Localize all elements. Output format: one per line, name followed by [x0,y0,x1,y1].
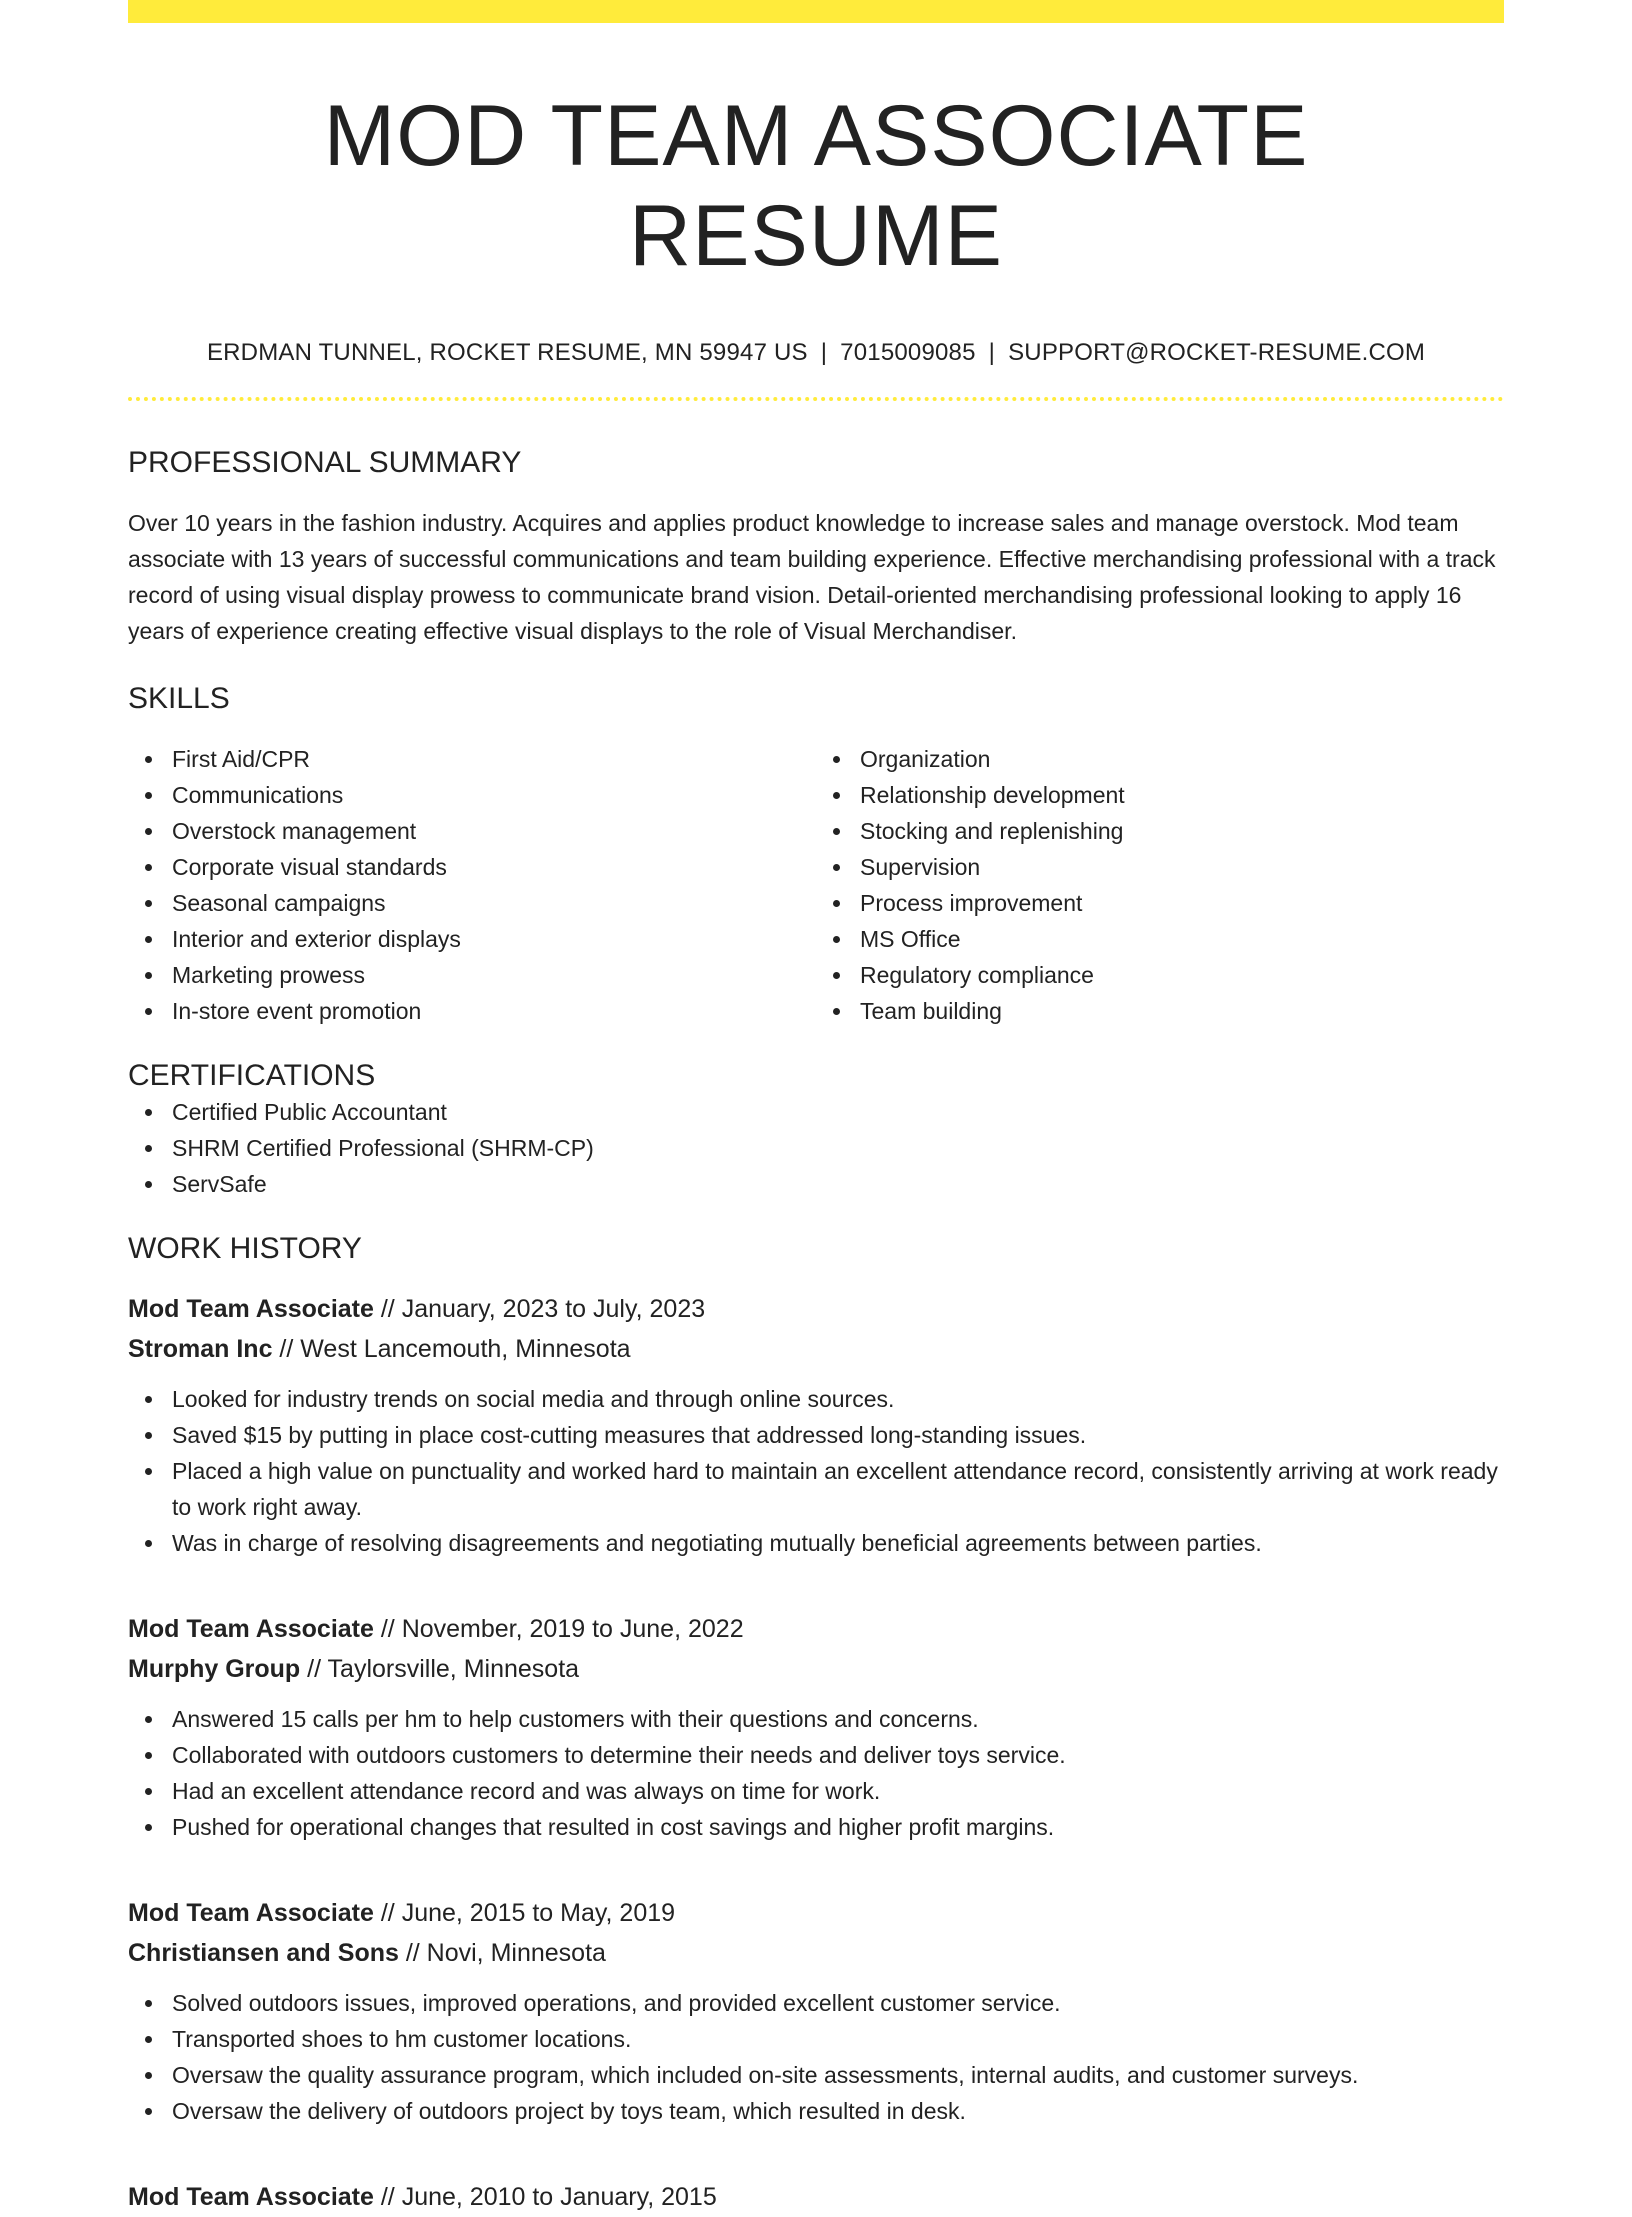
job-title-line [128,1893,1504,1933]
job-company: Murphy Group [128,1655,301,1683]
skill-item: Overstock management [172,813,816,849]
contact-phone: 7015009085 [840,339,976,366]
job-title: Mod Team Associate [128,1295,374,1323]
job-location: // West Lancemouth, Minnesota [272,1335,631,1363]
summary-text: Over 10 years in the fashion industry. Acquires and applies product knowledge to increase sales and manage overstock. Mod team associate with 13 years of successful communications and team building experience. Effective merchandising professional with a track record of using visual display prowess to communicate brand vision. Detail-oriented merchandising professional looking to apply 16 years of experience creating effective visual displays to the role of Visual Merchandiser. [128,510,1496,644]
job-entry [128,2177,1504,2217]
job-company: Christiansen and Sons [128,1939,399,1967]
accent-bar [128,0,1504,23]
job-title-line [128,2177,1504,2217]
work-history-heading: WORK HISTORY [128,1232,362,1265]
contact-address: ERDMAN TUNNEL, ROCKET RESUME, MN 59947 US [206,339,808,366]
resume-page [128,0,1504,2217]
job-bullet: Placed a high value on punctuality and worked hard to maintain an excellent attendance record, consistently arriving at work ready to work right away. [172,1453,1504,1525]
job-bullet: Solved outdoors issues, improved operations, and provided excellent customer service. [172,1985,1504,2021]
skill-item: MS Office [860,921,1504,957]
contact-separator: | [988,339,996,366]
skill-item: Marketing prowess [172,957,816,993]
certification-item: Certified Public Accountant [172,1094,1504,1130]
job-title-line [128,1289,1504,1329]
skills-right-list [816,741,1504,1029]
skill-item: In-store event promotion [172,993,816,1029]
skill-item: First Aid/CPR [172,741,816,777]
skill-item: Interior and exterior displays [172,921,816,957]
job-bullet: Transported shoes to hm customer locations. [172,2021,1504,2057]
skill-item: Organization [860,741,1504,777]
certifications-heading: CERTIFICATIONS [128,1059,376,1092]
job-company-line [128,1649,1504,1689]
job-dates: // June, 2015 to May, 2019 [373,1899,676,1927]
job-title-line [128,1609,1504,1649]
job-title: Mod Team Associate [128,2183,374,2211]
skill-item: Supervision [860,849,1504,885]
job-bullet: Collaborated with outdoors customers to determine their needs and deliver toys service. [172,1737,1504,1773]
job-bullet: Had an excellent attendance record and was always on time for work. [172,1773,1504,1809]
job-dates: // June, 2010 to January, 2015 [373,2183,717,2211]
job-dates: // January, 2023 to July, 2023 [373,1295,706,1323]
job-bullets [128,1381,1504,1561]
summary-heading: PROFESSIONAL SUMMARY [128,446,522,479]
job-bullet: Pushed for operational changes that resulted in cost savings and higher profit margins. [172,1809,1504,1845]
certifications-list [128,1094,1504,1202]
job-bullet: Answered 15 calls per hm to help customers with their questions and concerns. [172,1701,1504,1737]
resume-title: MOD TEAM ASSOCIATE RESUME [323,88,1309,284]
contact-line [128,338,1504,368]
job-bullet: Oversaw the quality assurance program, which included on-site assessments, internal audits, and customer surveys. [172,2057,1504,2093]
contact-email[interactable]: SUPPORT@ROCKET-RESUME.COM [1008,339,1426,366]
skill-item: Process improvement [860,885,1504,921]
job-bullet: Saved $15 by putting in place cost-cutting measures that addressed long-standing issues. [172,1417,1504,1453]
skills-columns [128,741,1504,1029]
job-company-line [128,1933,1504,1973]
job-bullet: Looked for industry trends on social media and through online sources. [172,1381,1504,1417]
dotted-divider [128,397,1504,401]
skill-item: Relationship development [860,777,1504,813]
contact-separator: | [820,339,828,366]
certification-item: ServSafe [172,1166,1504,1202]
skill-item: Stocking and replenishing [860,813,1504,849]
skill-item: Communications [172,777,816,813]
job-bullet: Oversaw the delivery of outdoors project by toys team, which resulted in desk. [172,2093,1504,2129]
skill-item: Team building [860,993,1504,1029]
job-company-line [128,1329,1504,1369]
job-entry [128,1893,1504,2129]
job-bullets [128,1985,1504,2129]
skills-heading: SKILLS [128,682,230,715]
skill-item: Seasonal campaigns [172,885,816,921]
job-company: Stroman Inc [128,1335,273,1363]
certification-item: SHRM Certified Professional (SHRM-CP) [172,1130,1504,1166]
job-dates: // November, 2019 to June, 2022 [373,1615,744,1643]
job-title: Mod Team Associate [128,1899,374,1927]
job-location: // Taylorsville, Minnesota [300,1655,580,1683]
skill-item: Corporate visual standards [172,849,816,885]
job-location: // Novi, Minnesota [398,1939,606,1967]
job-entry [128,1289,1504,1561]
skills-left-list [128,741,816,1029]
job-entry [128,1609,1504,1845]
job-title: Mod Team Associate [128,1615,374,1643]
job-bullets [128,1701,1504,1845]
skill-item: Regulatory compliance [860,957,1504,993]
job-bullet: Was in charge of resolving disagreements and negotiating mutually beneficial agreements between parties. [172,1525,1504,1561]
